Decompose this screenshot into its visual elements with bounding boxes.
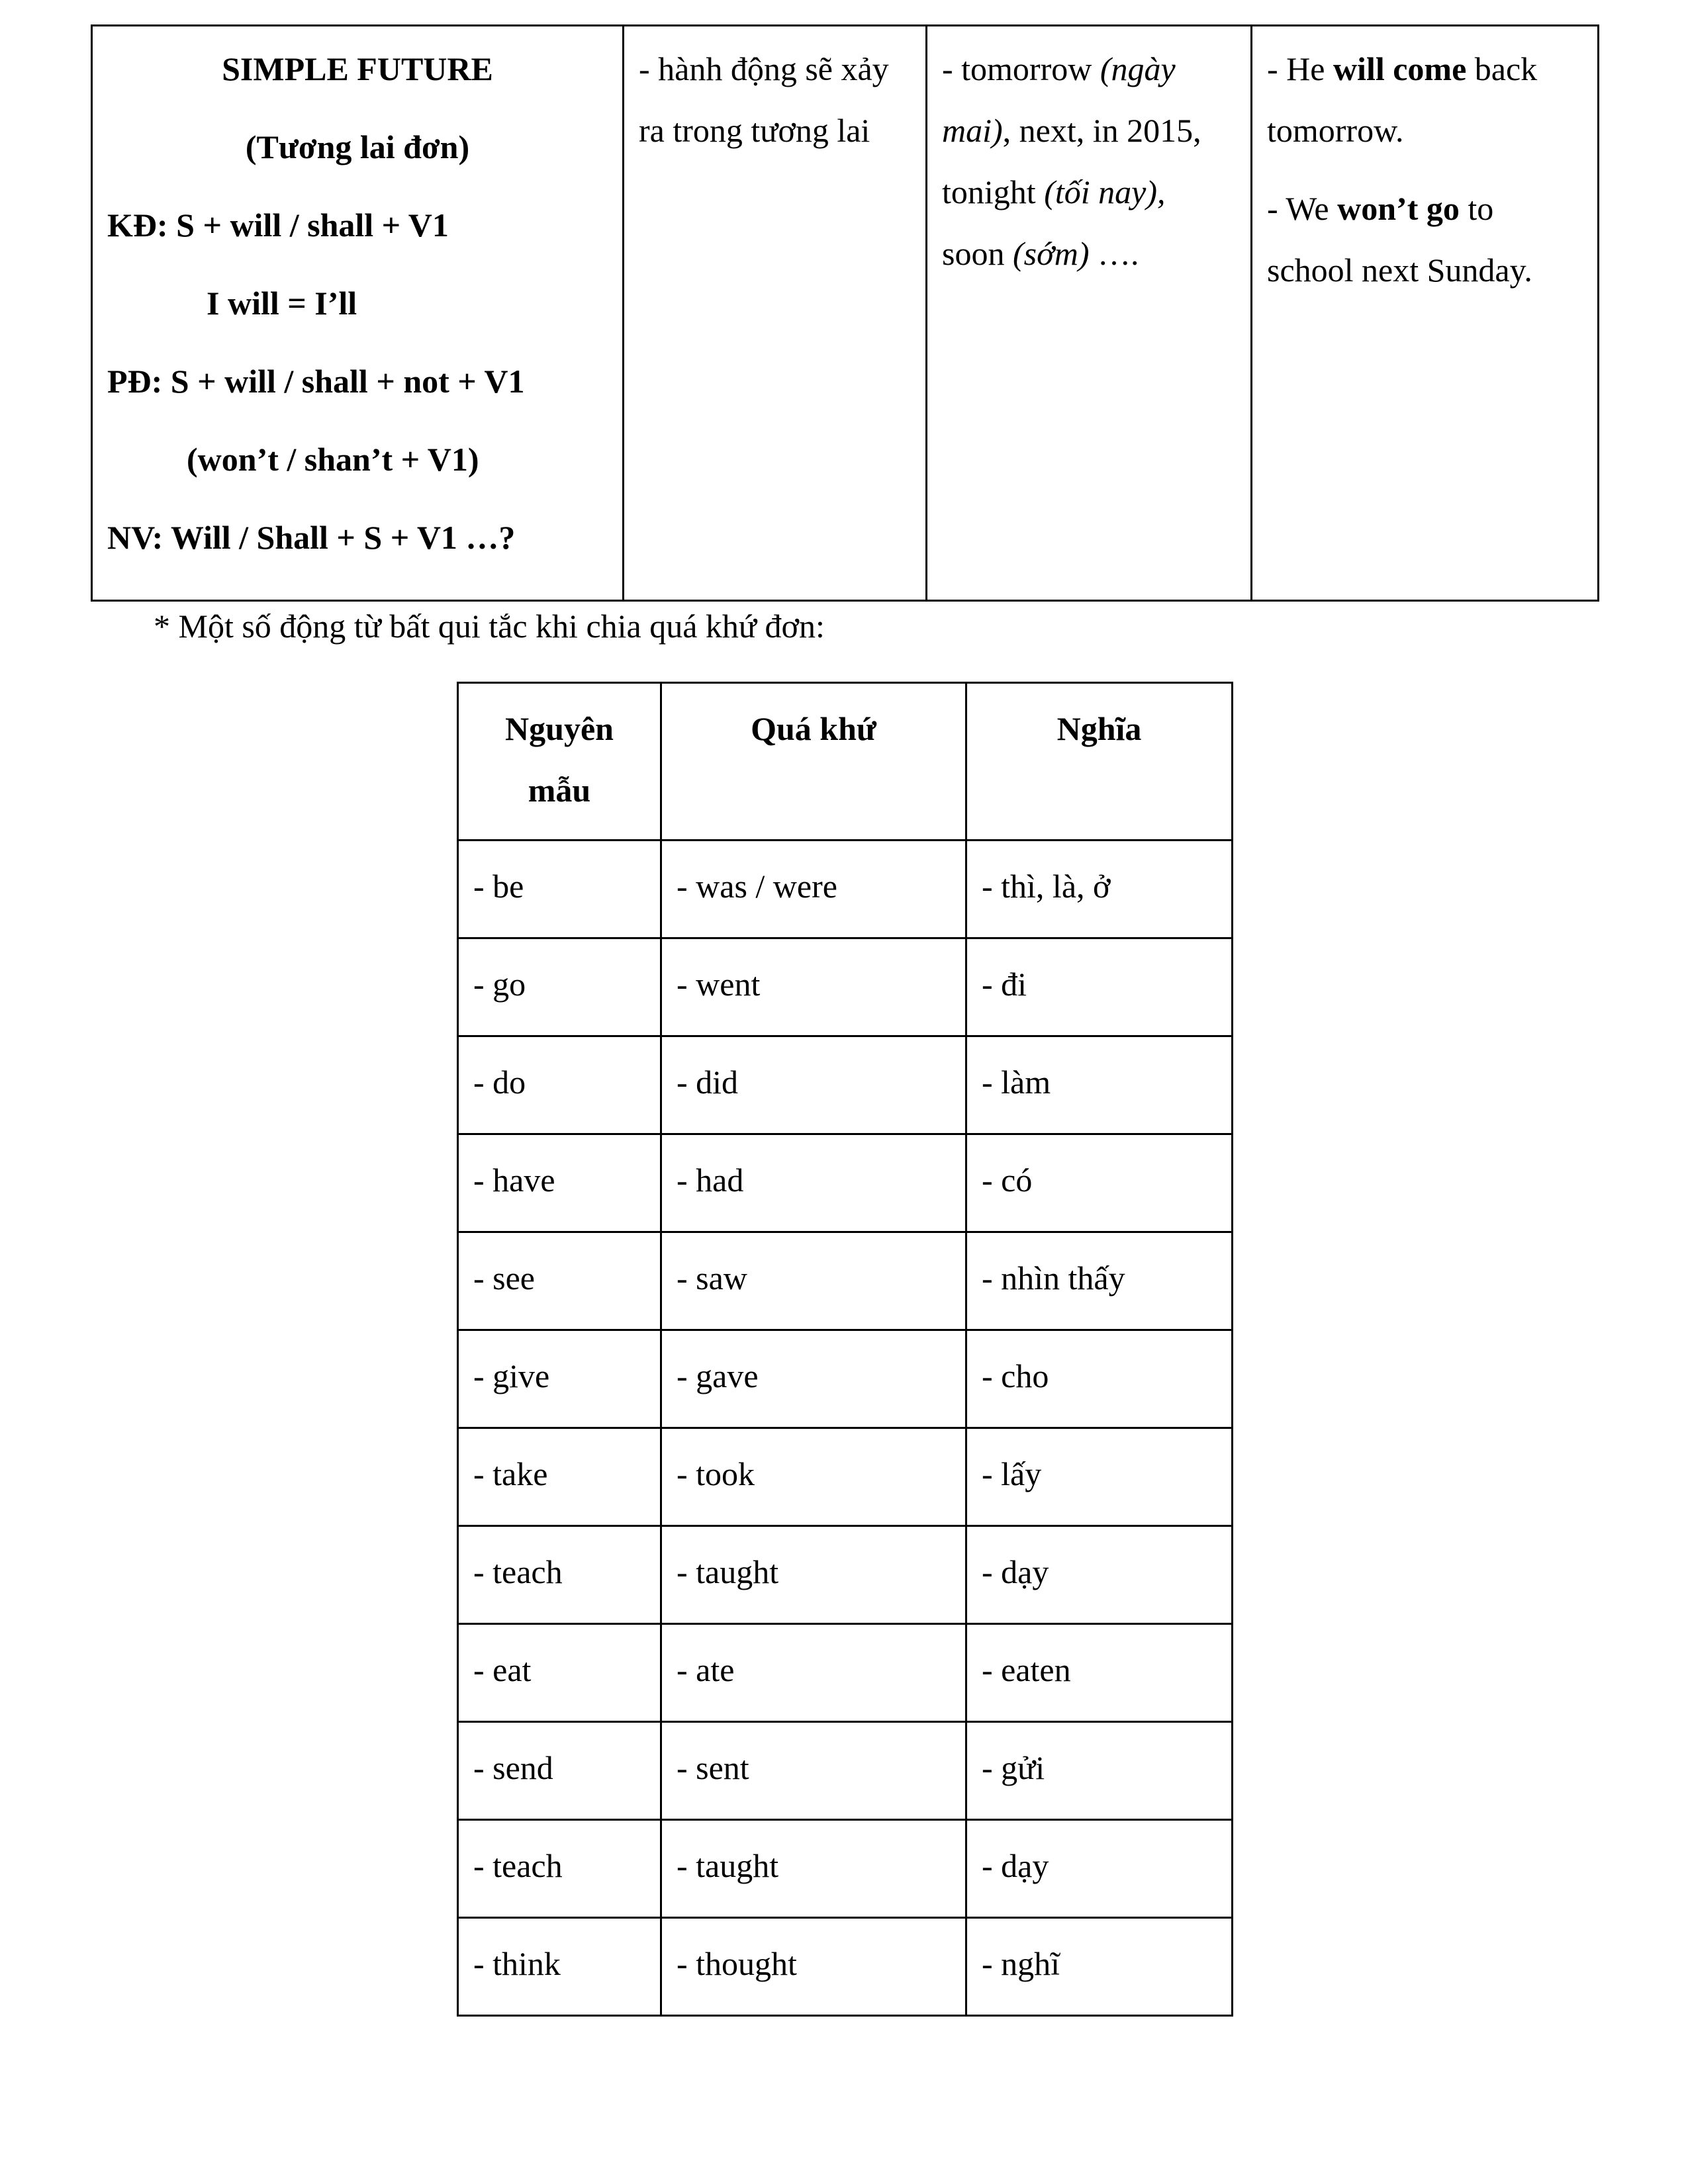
verb-base: - eat [458, 1624, 661, 1722]
verb-row [458, 1722, 1233, 1820]
verb-past: - gave [661, 1330, 966, 1428]
tense-subtitle: (Tương lai đơn) [245, 128, 470, 165]
verb-row [458, 938, 1233, 1036]
verb-row [458, 1624, 1233, 1722]
signal-gloss-3: (sớm) [1012, 235, 1090, 272]
verb-past: - had [661, 1134, 966, 1232]
example-1-post: back tomorrow. [1267, 50, 1538, 149]
signal-gloss-2: (tối nay), [1044, 173, 1166, 210]
verb-base: - take [458, 1428, 661, 1526]
verb-row [458, 1232, 1233, 1330]
verb-row [458, 1526, 1233, 1624]
verb-base: - be [458, 841, 661, 938]
signal-words-cell [927, 26, 1252, 601]
verb-past: - was / were [661, 841, 966, 938]
usage-cell [624, 26, 927, 601]
verb-meaning: - cho [966, 1330, 1233, 1428]
verb-meaning: - có [966, 1134, 1233, 1232]
contraction-note: I will = I’ll [207, 285, 357, 322]
signal-text-2: , next, in 2015, tonight [942, 112, 1201, 210]
examples-cell [1252, 26, 1599, 601]
tense-row [92, 26, 1599, 601]
verb-row [458, 1428, 1233, 1526]
signal-words [942, 38, 1236, 285]
verb-base: - send [458, 1722, 661, 1820]
example-2 [1267, 178, 1583, 301]
verb-base: - give [458, 1330, 661, 1428]
irregular-verbs-note: * Một số động từ bất qui tắc khi chia quá khứ đơn: [154, 608, 825, 645]
negative-formula: PĐ: S + will / shall + not + V1 [107, 363, 525, 400]
verb-meaning: - đi [966, 938, 1233, 1036]
verb-past: - ate [661, 1624, 966, 1722]
usage-text: - hành động sẽ xảy ra trong tương lai [639, 50, 889, 149]
verb-past: - thought [661, 1918, 966, 2016]
example-1 [1267, 38, 1583, 161]
affirmative-formula: KĐ: S + will / shall + V1 [107, 206, 449, 244]
signal-gloss-1: (ngày mai) [942, 50, 1176, 149]
example-2-post: to school next Sunday. [1267, 190, 1532, 289]
tense-table [91, 24, 1599, 602]
verb-meaning: - dạy [966, 1526, 1233, 1624]
verb-past: - taught [661, 1820, 966, 1918]
verb-base: - go [458, 938, 661, 1036]
verb-row [458, 1918, 1233, 2016]
verb-base: - have [458, 1134, 661, 1232]
example-1-pre: - He [1267, 50, 1333, 87]
formula-cell [92, 26, 624, 601]
verb-past: - taught [661, 1526, 966, 1624]
example-1-verb: will come [1333, 50, 1467, 87]
verb-meaning: - eaten [966, 1624, 1233, 1722]
header-past-form: Quá khứ [661, 683, 966, 841]
signal-text-1: - tomorrow [942, 50, 1100, 87]
verb-past: - sent [661, 1722, 966, 1820]
question-formula: NV: Will / Shall + S + V1 …? [107, 519, 516, 556]
verb-row [458, 1330, 1233, 1428]
verbs-table-body [458, 683, 1233, 2016]
verb-base: - see [458, 1232, 661, 1330]
verb-row [458, 841, 1233, 938]
verb-row [458, 1036, 1233, 1134]
verbs-header-row [458, 683, 1233, 841]
negative-short-form: (won’t / shan’t + V1) [187, 441, 479, 478]
verb-meaning: - lấy [966, 1428, 1233, 1526]
verb-base: - think [458, 1918, 661, 2016]
verb-meaning: - gửi [966, 1722, 1233, 1820]
verb-base: - teach [458, 1526, 661, 1624]
example-2-verb: won’t go [1337, 190, 1460, 227]
header-meaning: Nghĩa [966, 683, 1233, 841]
verb-past: - went [661, 938, 966, 1036]
verb-meaning: - nhìn thấy [966, 1232, 1233, 1330]
verb-row [458, 1820, 1233, 1918]
example-2-pre: - We [1267, 190, 1338, 227]
verb-past: - did [661, 1036, 966, 1134]
verb-row [458, 1134, 1233, 1232]
signal-text-4: …. [1089, 235, 1139, 272]
verb-base: - teach [458, 1820, 661, 1918]
verb-meaning: - dạy [966, 1820, 1233, 1918]
verb-meaning: - làm [966, 1036, 1233, 1134]
verb-base: - do [458, 1036, 661, 1134]
verb-meaning: - thì, là, ở [966, 841, 1233, 938]
header-base-form: Nguyên mẫu [458, 683, 661, 841]
signal-text-3: soon [942, 235, 1013, 272]
irregular-verbs-table [457, 682, 1233, 2017]
verb-past: - saw [661, 1232, 966, 1330]
verb-meaning: - nghĩ [966, 1918, 1233, 2016]
verb-past: - took [661, 1428, 966, 1526]
tense-title: SIMPLE FUTURE [222, 50, 493, 87]
